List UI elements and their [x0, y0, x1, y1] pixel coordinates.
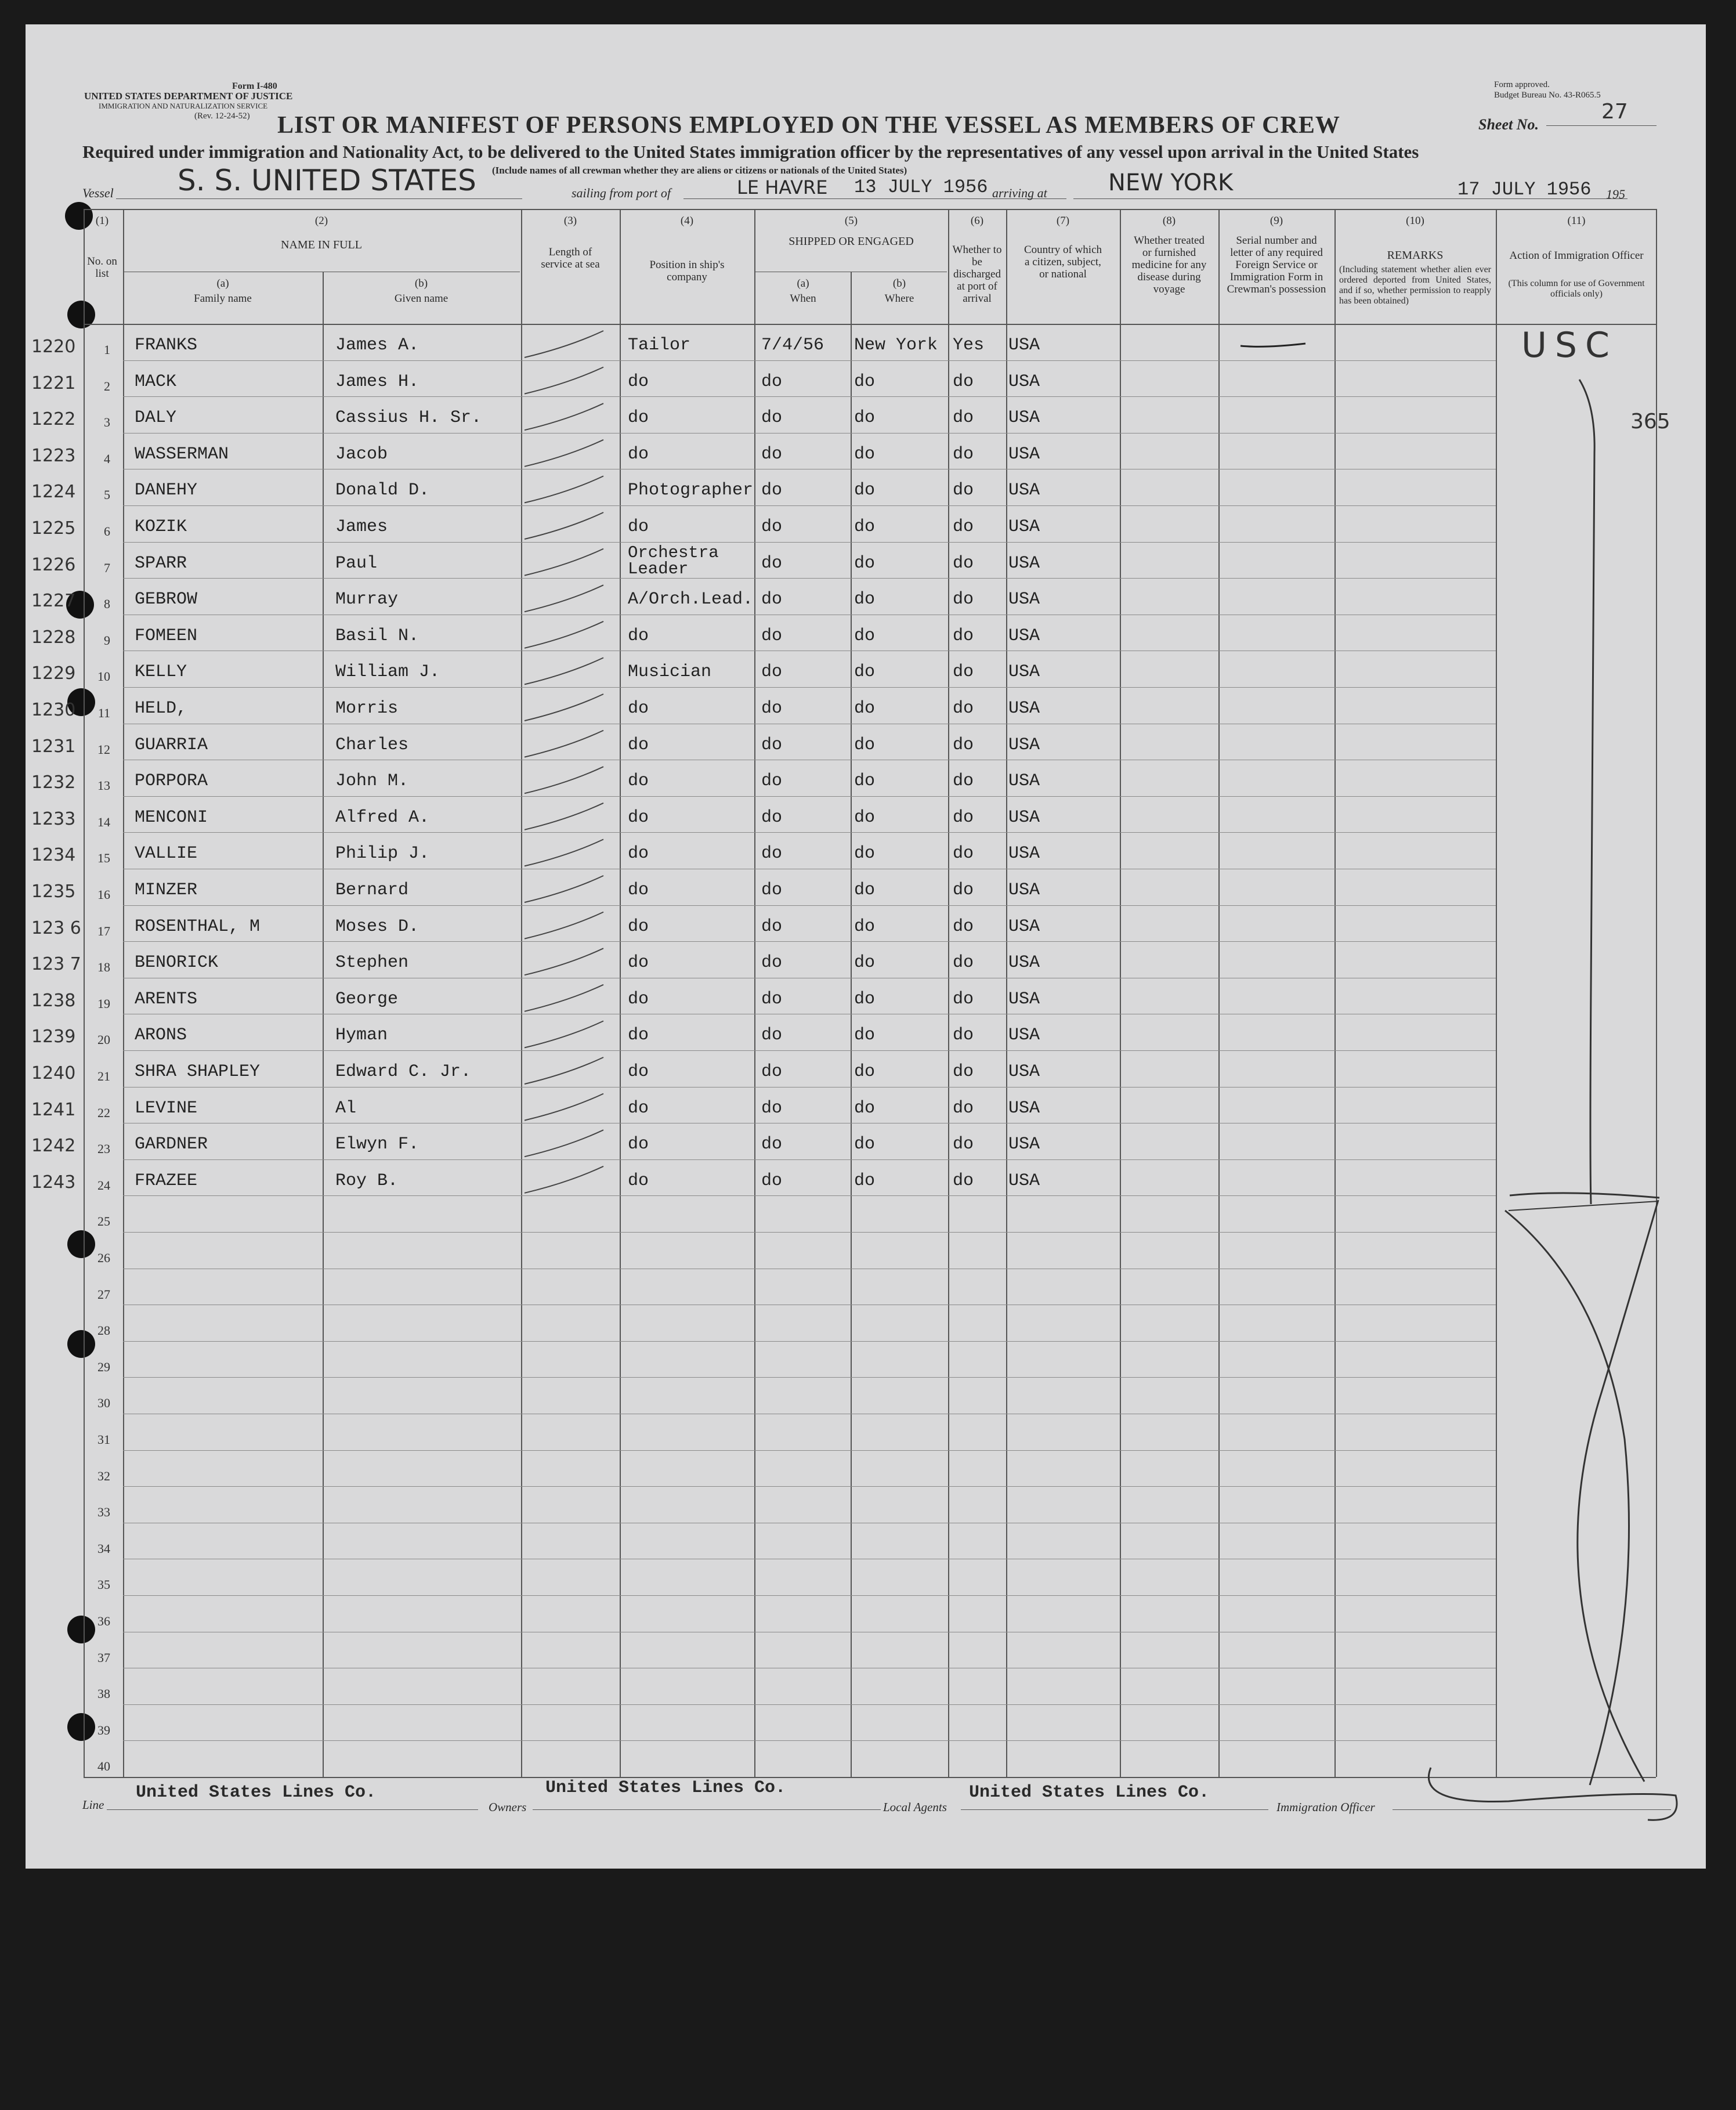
shipped-when: do — [761, 807, 783, 828]
family-name: DANEHY — [135, 480, 198, 501]
requirement-statement: Required under immigration and Nationality Act, to be delivered to the United States immigration officer by the representatives of any vessel upon arrival in the United States — [82, 142, 1419, 162]
country: USA — [1008, 371, 1040, 392]
family-name: GEBROW — [135, 590, 198, 610]
vessel-name: S. S. UNITED STATES — [178, 164, 476, 197]
form-number: Form I-480 — [232, 81, 277, 91]
shipped-where: do — [854, 1135, 876, 1155]
country: USA — [1008, 1062, 1040, 1082]
form-approved: Form approved. — [1494, 80, 1550, 89]
discharged: do — [953, 699, 974, 718]
col9-header: Serial number and letter of any required Foreign Service or Immigration Form in Crewman's possession — [1227, 234, 1326, 295]
shipped-where: do — [854, 989, 876, 1009]
given-name: George — [335, 989, 399, 1009]
country: USA — [1008, 517, 1040, 537]
position: do — [628, 371, 649, 392]
given-name: Charles — [335, 735, 409, 755]
position: do — [628, 1135, 649, 1155]
col5a-number: (a) — [797, 277, 809, 290]
family-name: ARENTS — [135, 989, 198, 1009]
row-ordinal: 3 — [104, 415, 110, 430]
row-ordinal: 5 — [104, 487, 110, 503]
discharged: do — [953, 880, 974, 900]
discharged: do — [953, 590, 974, 610]
row-ordinal: 30 — [97, 1396, 110, 1411]
discharged: do — [953, 1098, 974, 1118]
family-name: GUARRIA — [135, 735, 208, 755]
vessel-label: Vessel — [82, 186, 114, 200]
position: A/Orch.Lead. — [628, 590, 754, 610]
list-number: 1233 — [31, 808, 76, 829]
sheet-label: Sheet No. — [1478, 116, 1539, 133]
shipped-where: do — [854, 662, 876, 682]
shipped-when: 7/4/56 — [761, 335, 824, 355]
shipped-when: do — [761, 553, 783, 573]
row-ordinal: 29 — [97, 1359, 110, 1374]
family-name: DALY — [135, 408, 177, 428]
row-ordinal: 27 — [97, 1287, 110, 1302]
shipped-where: do — [854, 735, 876, 755]
position: do — [628, 517, 649, 537]
discharged: do — [953, 371, 974, 392]
col9-number: (9) — [1270, 215, 1283, 227]
position: do — [628, 844, 649, 864]
line-company: United States Lines Co. — [136, 1783, 377, 1802]
shipped-where: New York — [854, 335, 938, 355]
col2a-number: (a) — [216, 277, 229, 290]
discharged: do — [953, 662, 974, 682]
col10-header: REMARKS — [1387, 249, 1444, 262]
shipped-where: do — [854, 844, 876, 864]
shipped-where: do — [854, 916, 876, 937]
position: do — [628, 1098, 649, 1118]
shipped-where: do — [854, 1098, 876, 1118]
country: USA — [1008, 807, 1040, 828]
given-name: William J. — [335, 662, 440, 682]
position: Photographer — [628, 480, 754, 501]
col5-number: (5) — [844, 215, 858, 227]
position: do — [628, 807, 649, 828]
given-name: Edward C. Jr. — [335, 1062, 472, 1082]
action-usc-annotation: USC — [1521, 325, 1618, 366]
country: USA — [1008, 1170, 1040, 1191]
list-number: 1231 — [31, 736, 76, 757]
row-ordinal: 2 — [104, 378, 110, 393]
col5a-header: When — [790, 292, 816, 305]
discharged: do — [953, 553, 974, 573]
shipped-when: do — [761, 662, 783, 682]
discharged: do — [953, 1135, 974, 1155]
position: do — [628, 444, 649, 464]
officer-label: Immigration Officer — [1276, 1800, 1375, 1814]
shipped-when: do — [761, 916, 783, 937]
list-number: 1225 — [31, 518, 76, 539]
col6-header: Whether to be discharged at port of arrival — [952, 244, 1002, 305]
row-ordinal: 34 — [97, 1541, 110, 1556]
row-ordinal: 36 — [97, 1614, 110, 1628]
discharged: do — [953, 953, 974, 973]
given-name: James H. — [335, 371, 419, 392]
given-name: Philip J. — [335, 844, 430, 864]
row-ordinal: 23 — [97, 1141, 110, 1157]
family-name: FRANKS — [135, 335, 198, 355]
given-name: Roy B. — [335, 1170, 399, 1191]
col3-header: Length of service at sea — [541, 246, 600, 270]
country: USA — [1008, 590, 1040, 610]
country: USA — [1008, 626, 1040, 646]
row-ordinal: 9 — [104, 633, 110, 648]
col8-number: (8) — [1162, 215, 1176, 227]
col7-number: (7) — [1056, 215, 1070, 227]
discharged: do — [953, 480, 974, 501]
shipped-when: do — [761, 771, 783, 792]
row-ordinal: 28 — [97, 1323, 110, 1338]
list-number: 1223 — [31, 445, 76, 466]
given-name: Basil N. — [335, 626, 419, 646]
col5-header: SHIPPED OR ENGAGED — [789, 235, 914, 248]
department: UNITED STATES DEPARTMENT OF JUSTICE — [84, 91, 293, 102]
given-name: Moses D. — [335, 916, 419, 937]
country: USA — [1008, 1025, 1040, 1046]
shipped-where: do — [854, 880, 876, 900]
list-number: 1240 — [31, 1063, 76, 1083]
given-name: Morris — [335, 699, 399, 718]
agents-company: United States Lines Co. — [969, 1783, 1210, 1802]
given-name: Alfred A. — [335, 807, 430, 828]
col5b-number: (b) — [892, 277, 906, 290]
shipped-when: do — [761, 1062, 783, 1082]
col3-number: (3) — [563, 215, 577, 227]
col2-number: (2) — [314, 215, 328, 227]
shipped-where: do — [854, 1062, 876, 1082]
discharged: do — [953, 1062, 974, 1082]
shipped-where: do — [854, 1170, 876, 1191]
shipped-when: do — [761, 953, 783, 973]
row-ordinal: 4 — [104, 451, 110, 466]
row-ordinal: 12 — [97, 742, 110, 757]
col2b-header: Given name — [394, 292, 449, 305]
row-ordinal: 37 — [97, 1650, 110, 1665]
shipped-where: do — [854, 444, 876, 464]
include-note: (Include names of all crewman whether they are aliens or citizens or nationals of the United States) — [492, 165, 907, 176]
row-ordinal: 35 — [97, 1577, 110, 1592]
shipped-where: do — [854, 699, 876, 718]
list-number: 1227 — [31, 591, 76, 612]
service: IMMIGRATION AND NATURALIZATION SERVICE — [99, 102, 268, 110]
col11-header: Action of Immigration Officer — [1509, 250, 1644, 262]
shipped-when: do — [761, 480, 783, 501]
col2b-number: (b) — [414, 277, 428, 290]
discharged: Yes — [953, 335, 985, 355]
row-ordinal: 16 — [97, 887, 110, 902]
row-ordinal: 6 — [104, 524, 110, 539]
country: USA — [1008, 916, 1040, 937]
position: do — [628, 771, 649, 792]
country: USA — [1008, 771, 1040, 792]
given-name: Stephen — [335, 953, 409, 973]
country: USA — [1008, 735, 1040, 755]
country: USA — [1008, 335, 1040, 355]
shipped-when: do — [761, 844, 783, 864]
given-name: James A. — [335, 335, 419, 355]
position: Orchestra — [628, 543, 719, 562]
arriving-label: arriving at — [992, 186, 1047, 200]
shipped-when: do — [761, 590, 783, 610]
row-ordinal: 24 — [97, 1177, 110, 1193]
shipped-where: do — [854, 953, 876, 973]
country: USA — [1008, 444, 1040, 464]
discharged: do — [953, 989, 974, 1009]
position: Tailor — [628, 335, 691, 355]
budget-bureau: Budget Bureau No. 43-R065.5 — [1494, 91, 1601, 100]
list-number: 1234 — [31, 845, 76, 866]
country: USA — [1008, 553, 1040, 573]
row-ordinal: 32 — [97, 1468, 110, 1483]
list-number: 1241 — [31, 1099, 76, 1120]
owners-label: Owners — [489, 1800, 527, 1814]
shipped-when: do — [761, 880, 783, 900]
col11-number: (11) — [1567, 215, 1586, 227]
country: USA — [1008, 953, 1040, 973]
list-number: 123 6 — [31, 917, 81, 938]
list-number: 1229 — [31, 663, 76, 684]
row-ordinal: 20 — [97, 1032, 110, 1047]
country: USA — [1008, 662, 1040, 682]
position: do — [628, 626, 649, 646]
discharged: do — [953, 771, 974, 792]
col2-header: NAME IN FULL — [281, 239, 362, 251]
list-number: 123 7 — [31, 954, 81, 975]
row-ordinal: 40 — [97, 1759, 110, 1774]
discharged: do — [953, 735, 974, 755]
shipped-when: do — [761, 517, 783, 537]
col1-number: (1) — [95, 215, 109, 227]
row-ordinal: 18 — [97, 960, 110, 975]
family-name: ROSENTHAL, M — [135, 916, 261, 937]
list-number: 1230 — [31, 700, 76, 720]
family-name: PORPORA — [135, 771, 208, 792]
list-number: 1221 — [31, 373, 76, 393]
list-number: 1238 — [31, 990, 76, 1011]
family-name: SHRA SHAPLEY — [135, 1062, 261, 1082]
shipped-where: do — [854, 517, 876, 537]
shipped-where: do — [854, 480, 876, 501]
discharged: do — [953, 517, 974, 537]
col4-number: (4) — [680, 215, 694, 227]
family-name: SPARR — [135, 553, 187, 573]
family-name: LEVINE — [135, 1098, 198, 1118]
family-name: FOMEEN — [135, 626, 198, 646]
shipped-where: do — [854, 1025, 876, 1046]
position: do — [628, 735, 649, 755]
row-ordinal: 25 — [97, 1214, 110, 1229]
position-line2: Leader — [628, 559, 689, 579]
row-ordinal: 22 — [97, 1105, 110, 1120]
family-name: ARONS — [135, 1025, 187, 1046]
given-name: Bernard — [335, 880, 409, 900]
position: do — [628, 408, 649, 428]
owners-company: United States Lines Co. — [545, 1778, 786, 1798]
row-ordinal: 8 — [104, 597, 110, 612]
family-name: MENCONI — [135, 807, 208, 828]
col10-number: (10) — [1406, 215, 1424, 227]
position: do — [628, 953, 649, 973]
list-number: 1228 — [31, 627, 76, 648]
country: USA — [1008, 844, 1040, 864]
row-ordinal: 13 — [97, 778, 110, 793]
given-name: Elwyn F. — [335, 1135, 419, 1155]
family-name: GARDNER — [135, 1135, 208, 1155]
shipped-when: do — [761, 1025, 783, 1046]
discharged: do — [953, 444, 974, 464]
sailing-label: sailing from port of — [572, 186, 671, 200]
list-number: 1224 — [31, 482, 76, 503]
col2a-header: Family name — [194, 292, 252, 305]
position: do — [628, 916, 649, 937]
shipped-where: do — [854, 807, 876, 828]
shipped-when: do — [761, 699, 783, 718]
country: USA — [1008, 1135, 1040, 1155]
family-name: KOZIK — [135, 517, 187, 537]
shipped-when: do — [761, 1170, 783, 1191]
row-ordinal: 1 — [104, 342, 110, 357]
discharged: do — [953, 916, 974, 937]
shipped-where: do — [854, 626, 876, 646]
row-ordinal: 26 — [97, 1251, 110, 1265]
shipped-where: do — [854, 771, 876, 792]
shipped-when: do — [761, 444, 783, 464]
discharged: do — [953, 626, 974, 646]
position: do — [628, 699, 649, 718]
row-ordinal: 19 — [97, 996, 110, 1011]
col11-note: (This column for use of Government officials only) — [1508, 279, 1645, 299]
given-name: Donald D. — [335, 480, 430, 501]
col7-header: Country of which a citizen, subject, or national — [1023, 244, 1102, 280]
shipped-when: do — [761, 371, 783, 392]
shipped-when: do — [761, 735, 783, 755]
discharged: do — [953, 1170, 974, 1191]
given-name: John M. — [335, 771, 409, 792]
row-ordinal: 17 — [97, 923, 110, 938]
given-name: Paul — [335, 553, 378, 573]
col1-header: No. on list — [87, 255, 117, 280]
side-number-annotation: 365 — [1630, 410, 1670, 433]
list-number: 1243 — [31, 1172, 76, 1193]
arrival-date: 17 JULY 1956 — [1457, 179, 1592, 200]
given-name: Cassius H. Sr. — [335, 408, 482, 428]
given-name: James — [335, 517, 388, 537]
row-ordinal: 11 — [97, 706, 110, 720]
shipped-when: do — [761, 1098, 783, 1118]
list-number: 1235 — [31, 881, 76, 902]
given-name: Al — [335, 1098, 357, 1118]
col8-header: Whether treated or furnished medicine for any disease during voyage — [1131, 234, 1207, 295]
country: USA — [1008, 880, 1040, 900]
row-ordinal: 39 — [97, 1722, 110, 1737]
row-ordinal: 14 — [97, 814, 110, 829]
position: Musician — [628, 662, 712, 682]
family-name: VALLIE — [135, 844, 198, 864]
line-label: Line — [82, 1798, 104, 1812]
col4-header: Position in ship's company — [649, 259, 725, 283]
position: do — [628, 1170, 649, 1191]
list-number: 1239 — [31, 1027, 76, 1047]
family-name: MACK — [135, 371, 177, 392]
position: do — [628, 989, 649, 1009]
shipped-when: do — [761, 626, 783, 646]
port-to: NEW YORK — [1108, 169, 1234, 196]
discharged: do — [953, 1025, 974, 1046]
row-ordinal: 21 — [97, 1069, 110, 1083]
year-suffix: 195 — [1606, 187, 1625, 201]
sheet-number: 27 — [1601, 100, 1628, 124]
shipped-where: do — [854, 553, 876, 573]
agents-label: Local Agents — [883, 1800, 947, 1814]
discharged: do — [953, 408, 974, 428]
list-number: 1220 — [31, 337, 76, 357]
col6-number: (6) — [970, 215, 984, 227]
shipped-where: do — [854, 590, 876, 610]
shipped-when: do — [761, 989, 783, 1009]
family-name: KELLY — [135, 662, 187, 682]
family-name: HELD, — [135, 699, 187, 718]
given-name: Hyman — [335, 1025, 388, 1046]
shipped-when: do — [761, 1135, 783, 1155]
country: USA — [1008, 1098, 1040, 1118]
row-ordinal: 38 — [97, 1686, 110, 1701]
country: USA — [1008, 699, 1040, 718]
shipped-when: do — [761, 408, 783, 428]
position: do — [628, 1025, 649, 1046]
country: USA — [1008, 989, 1040, 1009]
country: USA — [1008, 408, 1040, 428]
discharged: do — [953, 844, 974, 864]
row-ordinal: 31 — [97, 1432, 110, 1447]
discharged: do — [953, 807, 974, 828]
form-revision: (Rev. 12-24-52) — [194, 111, 250, 121]
given-name: Jacob — [335, 444, 388, 464]
shipped-where: do — [854, 371, 876, 392]
shipped-where: do — [854, 408, 876, 428]
col10-note: (Including statement whether alien ever ordered deported from United States, and if so, whether permission to reapply has been obtained) — [1339, 265, 1491, 306]
position: do — [628, 1062, 649, 1082]
country: USA — [1008, 480, 1040, 501]
row-ordinal: 15 — [97, 851, 110, 866]
family-name: BENORICK — [135, 953, 219, 973]
list-number: 1226 — [31, 554, 76, 575]
col5b-header: Where — [884, 292, 914, 305]
family-name: WASSERMAN — [135, 444, 229, 464]
given-name: Murray — [335, 590, 399, 610]
row-ordinal: 7 — [104, 560, 110, 575]
port-from: LE HAVRE — [737, 176, 828, 198]
family-name: MINZER — [135, 880, 198, 900]
family-name: FRAZEE — [135, 1170, 198, 1191]
row-ordinal: 10 — [97, 669, 110, 684]
list-number: 1232 — [31, 772, 76, 793]
list-number: 1222 — [31, 409, 76, 430]
row-ordinal: 33 — [97, 1505, 110, 1520]
form-title: LIST OR MANIFEST OF PERSONS EMPLOYED ON THE VESSEL AS MEMBERS OF CREW — [277, 112, 1340, 139]
position: do — [628, 880, 649, 900]
list-number: 1242 — [31, 1136, 76, 1157]
sailing-date: 13 JULY 1956 — [854, 176, 988, 198]
